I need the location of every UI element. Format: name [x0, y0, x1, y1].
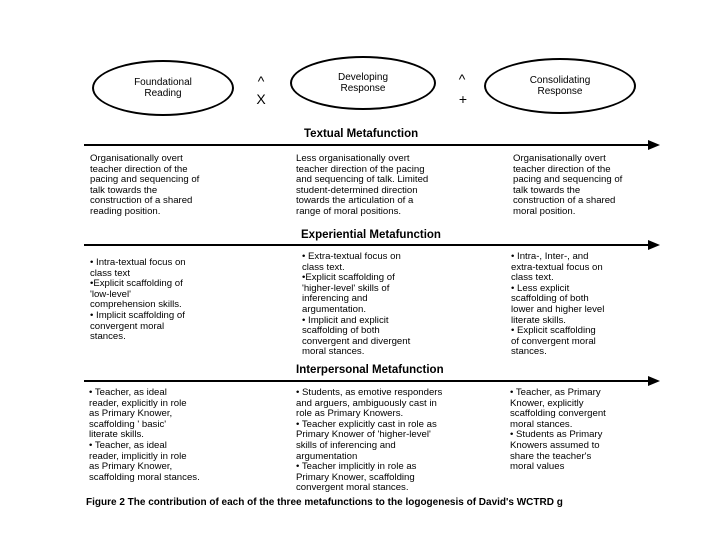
arrowhead-icon: [648, 140, 660, 150]
cell-interpersonal-foundational: • Teacher, as ideal reader, explicitly in role as Primary Knower, scaffolding ' basic' literate skills. • Teacher, as ideal reader, implicitly in role as Primary Knower, scaffolding moral stances.: [89, 387, 200, 483]
section-title-experiential: Experiential Metafunction: [301, 229, 441, 241]
operator-plus: +: [458, 91, 468, 107]
phase-foundational-reading: [92, 60, 234, 116]
operator-x: X: [256, 91, 266, 107]
cell-interpersonal-consolidating: • Teacher, as Primary Knower, explicitly scaffolding convergent moral stances. • Students as Primary Knowers assumed to share the teacher's moral values: [510, 387, 606, 473]
phase-label: Foundational Reading: [134, 77, 192, 99]
cell-experiential-developing: • Extra-textual focus on class text. •Explicit scaffolding of 'higher-level' skills of inferencing and argumentation. • Implicit and explicit scaffolding of both convergent and divergent moral stances.: [302, 251, 411, 358]
phase-label: Consolidating Response: [529, 75, 591, 97]
phase-developing-response: [290, 56, 436, 110]
timeline-arrow-line: [84, 380, 650, 382]
cell-textual-foundational: Organisationally overt teacher direction of the pacing and sequencing of talk towards the construction of a shared reading position.: [90, 153, 200, 217]
cell-interpersonal-developing: • Students, as emotive responders and arguers, ambiguously cast in role as Primary Knowers. • Teacher explicitly cast in role as Primary Knower of 'higher-level' skills of inferencing and argumentation • Teacher implicitly in role as Primary Knower, scaffolding convergent moral stances.: [296, 387, 443, 494]
phase-consolidating-response: [484, 58, 636, 114]
operator-caret: ^: [458, 71, 466, 87]
cell-textual-developing: Less organisationally overt teacher direction of the pacing and sequencing of talk. Limited student-determined direction towards the articulation of a range of moral positions.: [296, 153, 429, 217]
operator-caret: ^: [257, 73, 265, 89]
cell-experiential-consolidating: • Intra-, Inter-, and extra-textual focus on class text. • Less explicit scaffolding of both lower and higher level literate skills. • Explicit scaffolding of convergent moral stances.: [511, 251, 605, 358]
section-title-textual: Textual Metafunction: [304, 128, 419, 140]
arrowhead-icon: [648, 376, 660, 386]
phase-label: Developing Response: [337, 72, 389, 94]
cell-experiential-foundational: • Intra-textual focus on class text •Explicit scaffolding of 'low-level' comprehension skills. • Implicit scaffolding of convergent moral stances.: [90, 257, 186, 343]
figure-caption: Figure 2 The contribution of each of the three metafunctions to the logogenesis of David's WCTRD g: [86, 497, 563, 508]
arrowhead-icon: [648, 240, 660, 250]
section-title-interpersonal: Interpersonal Metafunction: [296, 364, 444, 376]
timeline-arrow-line: [84, 144, 650, 146]
timeline-arrow-line: [84, 244, 650, 246]
cell-textual-consolidating: Organisationally overt teacher direction of the pacing and sequencing of talk towards the construction of a shared moral position.: [513, 153, 623, 217]
